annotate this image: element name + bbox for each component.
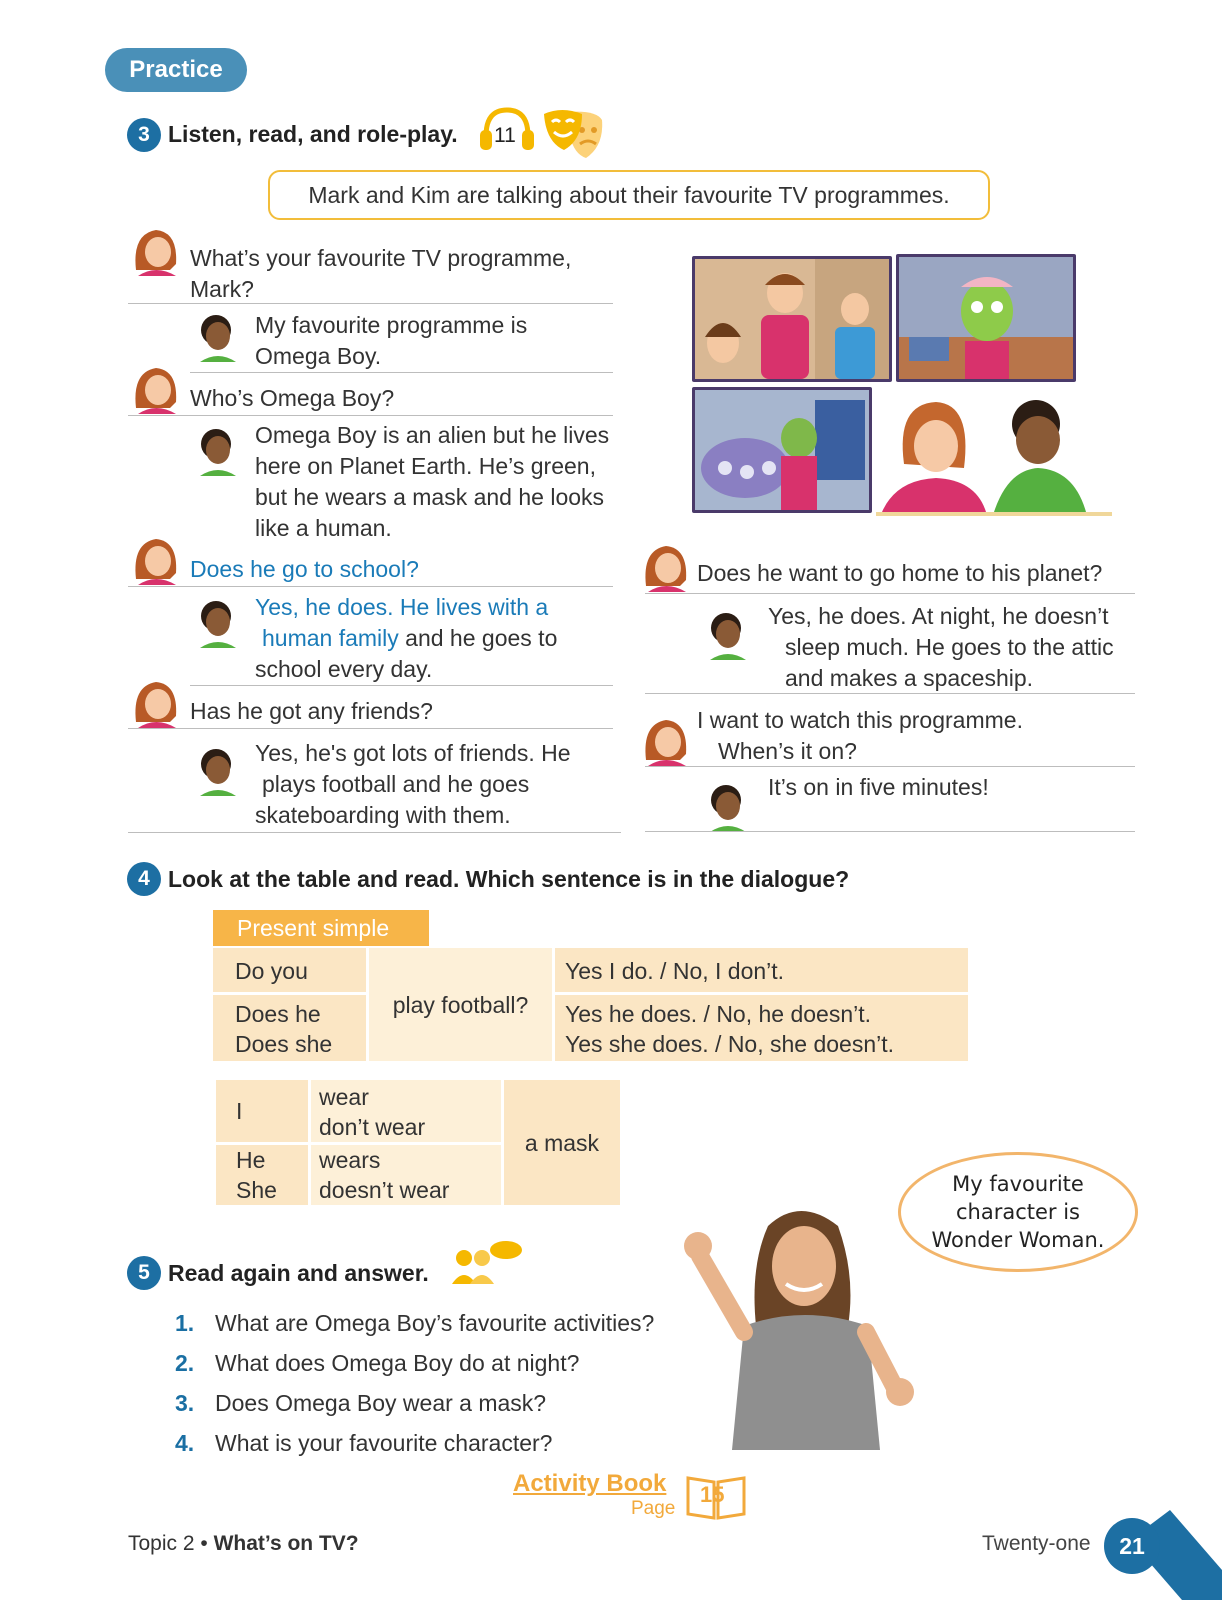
boy-head-icon [190,424,242,476]
topic-label: Topic 2 [128,1532,195,1555]
kids-talking-illustration [876,384,1112,516]
question-item [175,1390,546,1417]
dialogue-line-highlight: Does he go to school? [190,556,419,582]
table-cell-line: Does she [235,1031,333,1057]
boy-head-icon [700,608,752,660]
divider [128,303,613,304]
bubble-line: My favourite [952,1172,1084,1196]
activity-book-link[interactable]: Activity Book [513,1470,667,1497]
table-cell-line: She [236,1177,277,1203]
question-text: What does Omega Boy do at night? [215,1350,580,1376]
table-cell-line: don’t wear [319,1114,426,1140]
exercise-5-number: 5 [127,1256,161,1290]
divider [645,593,1135,594]
girl-head-icon [640,540,692,592]
question-text: What is your favourite character? [215,1430,553,1456]
dialogue-line: Does he want to go home to his planet? [697,560,1103,586]
question-item [175,1350,579,1377]
dialogue-line: but he wears a mask and he looks [255,484,605,510]
table-cell: play football? [369,948,552,1061]
table-cell [216,1145,308,1205]
girl-head-icon [640,714,692,766]
dialogue-line: and makes a spaceship. [785,665,1034,691]
dialogue-line: When’s it on? [718,738,857,764]
table-cell-line: Does he [235,1001,321,1027]
dialogue-line: skateboarding with them. [255,802,511,828]
divider [190,372,613,373]
table-cell-line: Yes he does. / No, he doesn’t. [565,1001,872,1027]
girl-head-icon [130,533,182,585]
table-cell: Yes I do. / No, I don’t. [555,948,968,992]
divider [645,766,1135,767]
table-title: Present simple [213,910,429,946]
divider [128,415,613,416]
topic-title: What’s on TV? [213,1532,359,1555]
table-cell-line: doesn’t wear [319,1177,450,1203]
dialogue-line: sleep much. He goes to the attic [785,634,1114,660]
exercise-5-title: Read again and answer. [168,1260,429,1286]
dialogue-line: Yes, he does. At night, he doesn’t [768,603,1109,629]
table-cell [213,995,366,1061]
exercise-4-number: 4 [127,862,161,896]
highlight-text: human family [262,625,399,651]
comic-panel-alien-room [896,254,1076,382]
drama-masks-icon [542,106,618,162]
question-number: 4. [175,1430,195,1456]
table-cell: I [216,1080,308,1142]
divider [645,693,1135,694]
activity-book-page-label: Page [631,1498,676,1519]
dialogue-line: like a human. [255,515,392,541]
table-cell [311,1080,501,1142]
pair-work-icon [450,1240,522,1286]
question-text: What are Omega Boy’s favourite activities? [215,1310,655,1336]
table-cell: Do you [213,948,366,992]
dialogue-line: My favourite programme is [255,312,528,338]
boy-head-icon [190,596,242,648]
dialogue-line: Yes, he's got lots of friends. He [255,740,571,766]
practice-tab: Practice [105,48,247,92]
divider [128,728,613,729]
page-number: 21 [1104,1518,1160,1574]
comic-panel-spaceship [692,387,872,513]
dialogue-line: Has he got any friends? [190,698,433,724]
girl-head-icon [130,224,182,276]
divider [645,831,1135,832]
dialogue-line-highlight: Yes, he does. He lives with a [255,594,549,620]
boy-head-icon [700,780,752,832]
bubble-line: Wonder Woman. [931,1228,1105,1252]
bubble-line: character is [955,1200,1080,1224]
activity-book-page-number: 15 [700,1482,725,1507]
boy-head-icon [190,310,242,362]
question-item [175,1310,654,1337]
footer-topic [128,1532,359,1556]
dialogue-line: What’s your favourite TV programme, [190,245,572,271]
scene-description: Mark and Kim are talking about their favourite TV programmes. [268,170,990,220]
girl-photo [680,1196,930,1450]
topic-separator: • [200,1532,208,1555]
dialogue-line: Omega Boy. [255,343,382,369]
girl-head-icon [130,362,182,414]
question-number: 1. [175,1310,195,1336]
page-words: Twenty-one [982,1532,1091,1555]
table-cell-line: He [236,1147,266,1173]
table-cell-line: wear [319,1084,369,1110]
dialogue-line: plays football and he goes [262,771,530,797]
plain-text: and he goes to [398,625,558,651]
divider [128,586,613,587]
table-cell [555,995,968,1061]
comic-panel-kids [692,256,892,382]
dialogue-line: here on Planet Earth. He’s green, [255,453,596,479]
dialogue-line: Omega Boy is an alien but he lives [255,422,610,448]
question-number: 3. [175,1390,195,1416]
dialogue-line [262,623,557,654]
speech-bubble [898,1152,1138,1272]
table-cell: a mask [504,1080,620,1205]
exercise-3-title: Listen, read, and role-play. [168,121,458,147]
table-cell-line: wears [319,1147,381,1173]
exercise-4-title: Look at the table and read. Which sentence is in the dialogue? [168,866,850,892]
dialogue-line: Who’s Omega Boy? [190,385,395,411]
dialogue-line: school every day. [255,656,433,682]
exercise-3-number: 3 [127,118,161,152]
question-text: Does Omega Boy wear a mask? [215,1390,547,1416]
dialogue-line: I want to watch this programme. [697,707,1023,733]
track-number: 11 [494,124,516,147]
question-number: 2. [175,1350,195,1376]
girl-head-icon [130,676,182,728]
dialogue-line: Mark? [190,276,254,302]
table-cell [311,1145,501,1205]
table-cell-line: Yes she does. / No, she doesn’t. [565,1031,895,1057]
question-item [175,1430,552,1457]
dialogue-line: It’s on in five minutes! [768,774,989,800]
boy-head-icon [190,744,242,796]
divider [128,832,621,833]
divider [190,685,613,686]
